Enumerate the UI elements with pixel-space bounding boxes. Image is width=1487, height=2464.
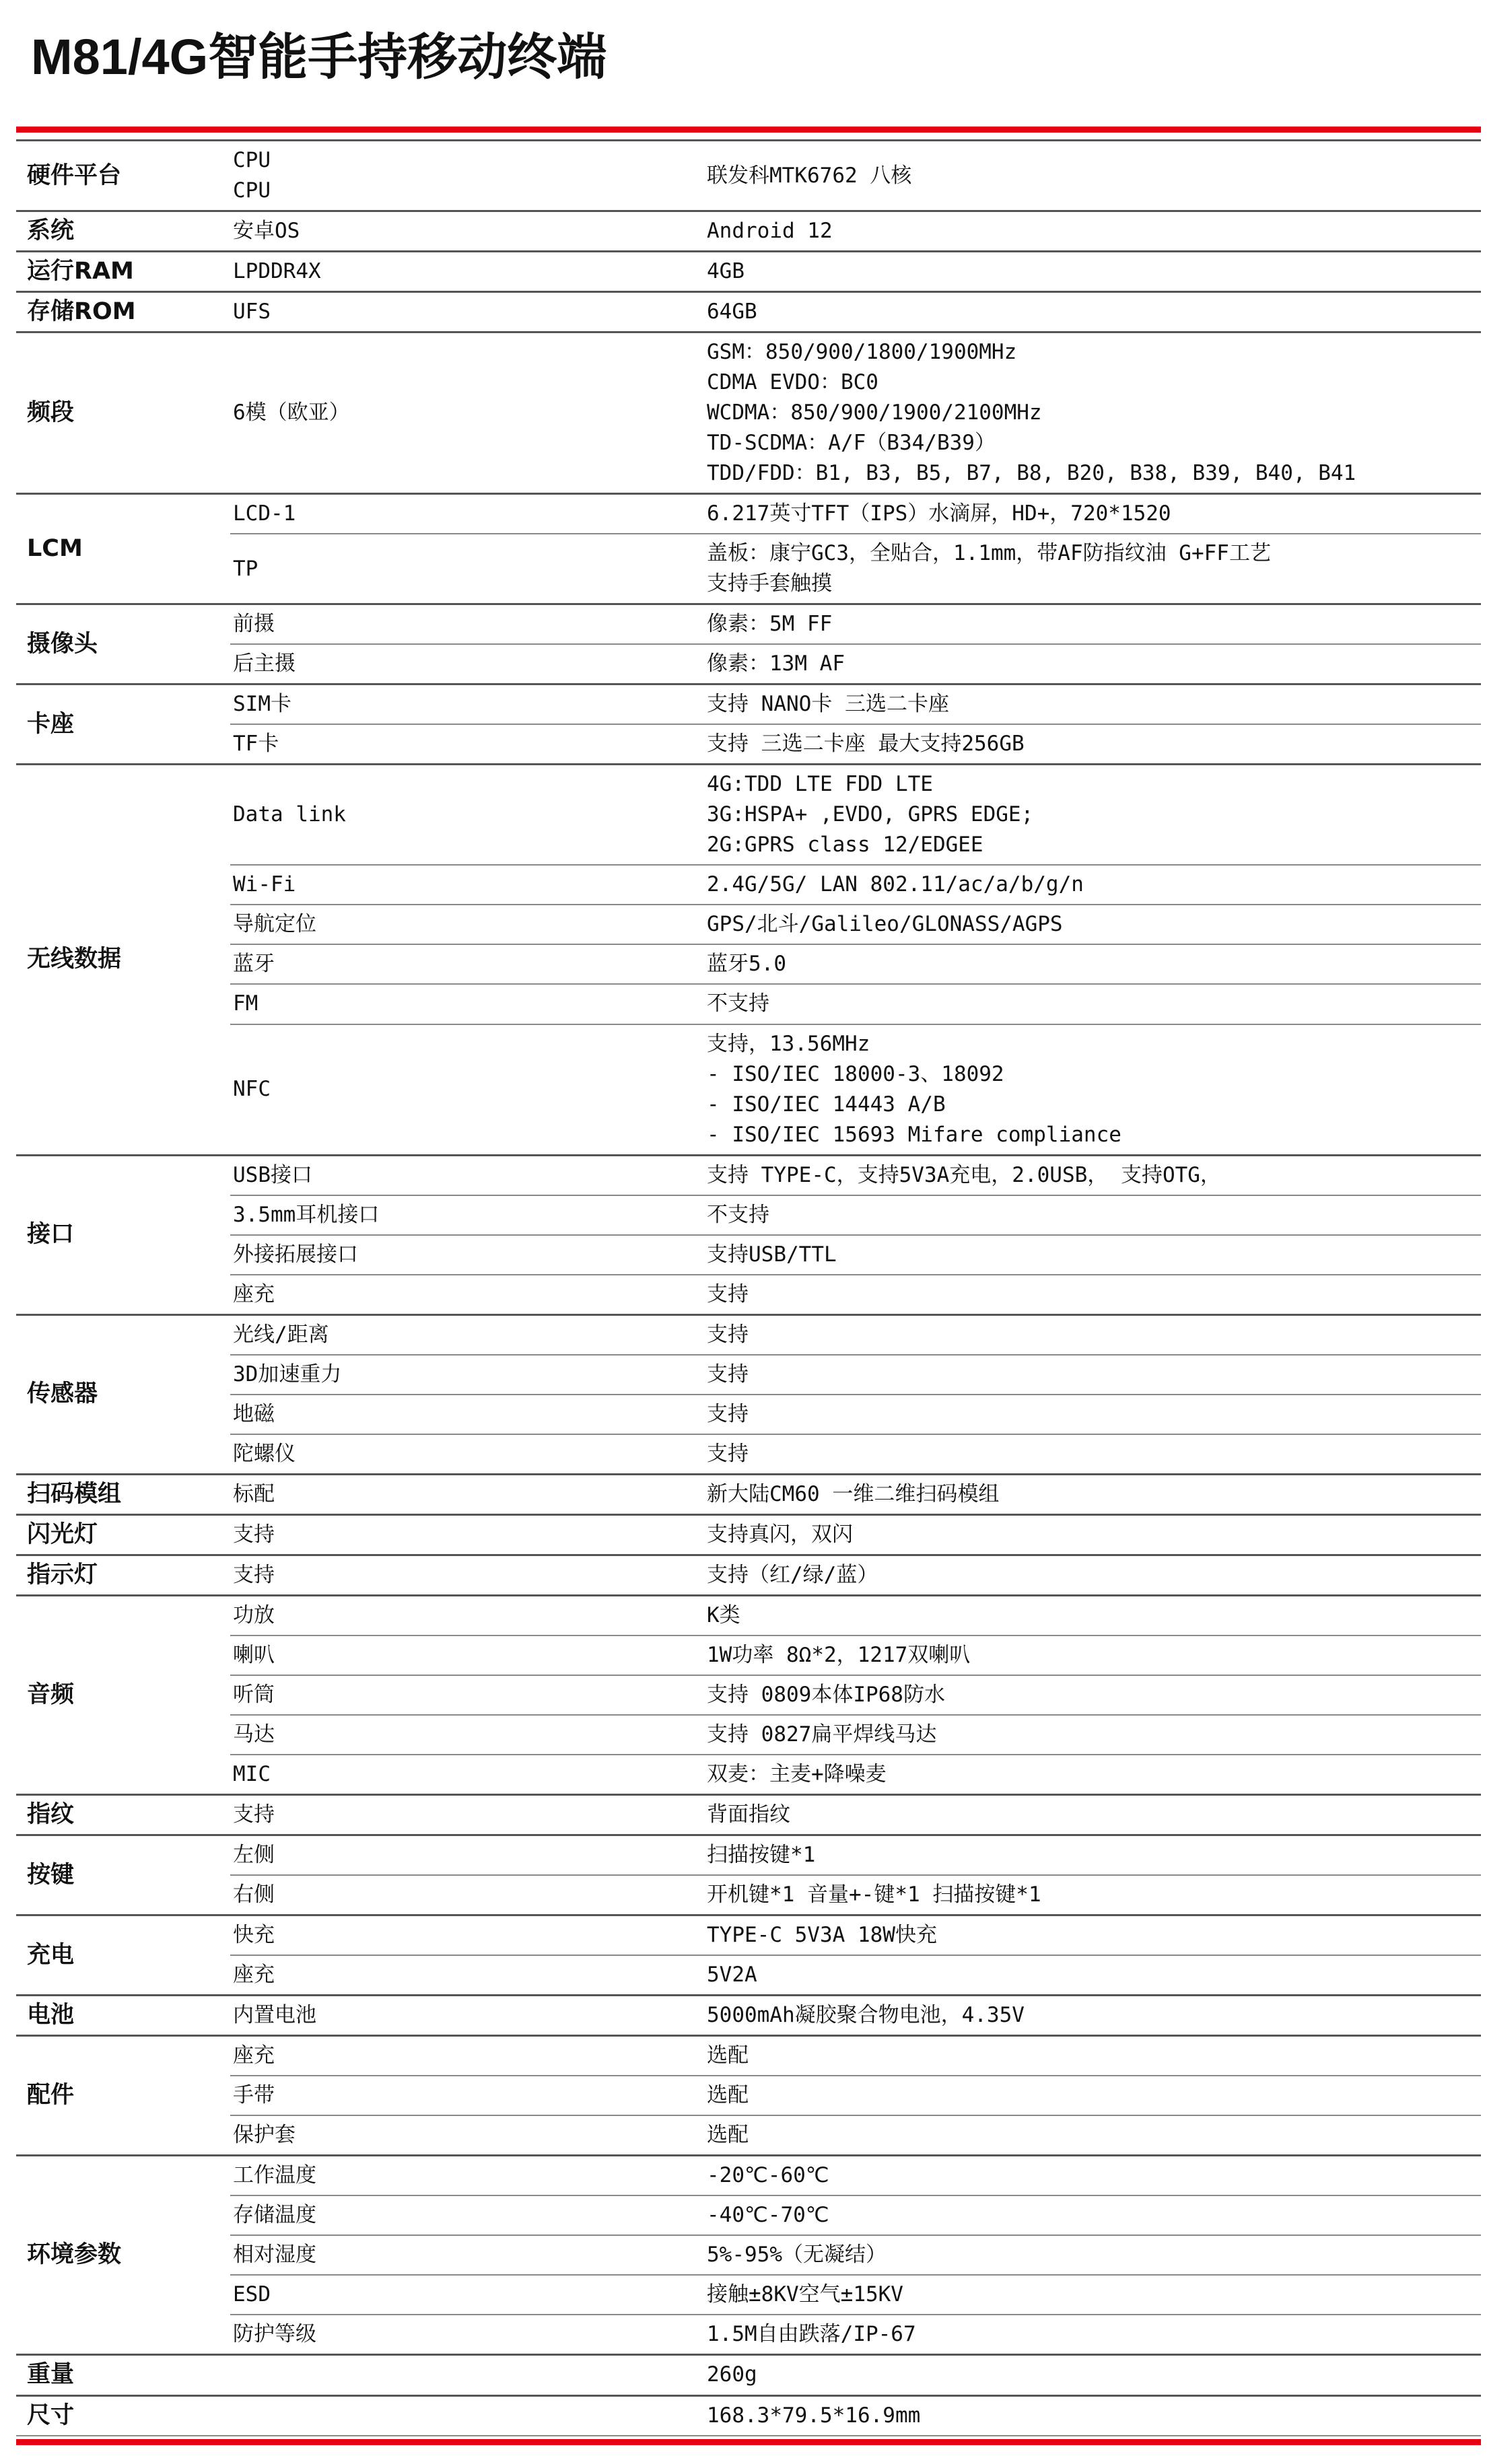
- table-row: [16, 141, 1481, 211]
- category-label: 运行RAM: [16, 252, 230, 292]
- item-label: [230, 2395, 703, 2436]
- table-row: [16, 1795, 1481, 1835]
- table-row: [16, 1314, 1481, 1355]
- item-label: 支持: [230, 1795, 703, 1835]
- item-value: 1W功率 8Ω*2，1217双喇叭: [703, 1635, 1481, 1675]
- item-label: [230, 2355, 703, 2395]
- item-label: 手带: [230, 2076, 703, 2115]
- category-label: 频段: [16, 332, 230, 494]
- table-row: [16, 2156, 1481, 2196]
- item-value: 支持 三选二卡座 最大支持256GB: [703, 724, 1481, 765]
- item-label: 马达: [230, 1715, 703, 1755]
- item-label: 地磁: [230, 1395, 703, 1434]
- item-label: NFC: [230, 1024, 703, 1156]
- table-row: [16, 1675, 1481, 1715]
- table-row: [16, 2395, 1481, 2436]
- category-label: 卡座: [16, 684, 230, 765]
- item-value: 扫描按键*1: [703, 1835, 1481, 1876]
- item-value: 支持 0809本体IP68防水: [703, 1675, 1481, 1715]
- item-value: Android 12: [703, 211, 1481, 252]
- item-label: 3D加速重力: [230, 1355, 703, 1395]
- item-label: 座充: [230, 2036, 703, 2076]
- item-value: 不支持: [703, 984, 1481, 1024]
- item-value: 支持: [703, 1355, 1481, 1395]
- item-value: 支持真闪，双闪: [703, 1514, 1481, 1555]
- table-row: [16, 865, 1481, 905]
- item-value: 6.217英寸TFT（IPS）水滴屏，HD+，720*1520: [703, 494, 1481, 534]
- table-row: [16, 1635, 1481, 1675]
- item-label: Data link: [230, 765, 703, 866]
- item-label: LCD-1: [230, 494, 703, 534]
- item-label: 工作温度: [230, 2156, 703, 2196]
- item-label: 防护等级: [230, 2315, 703, 2355]
- table-row: [16, 944, 1481, 984]
- top-red-rule: [16, 127, 1481, 133]
- table-row: [16, 724, 1481, 765]
- table-row: [16, 1595, 1481, 1635]
- item-label: MIC: [230, 1755, 703, 1795]
- item-value: 双麦：主麦+降噪麦: [703, 1755, 1481, 1795]
- item-value: TYPE-C 5V3A 18W快充: [703, 1915, 1481, 1956]
- item-label: 光线/距离: [230, 1314, 703, 1355]
- table-row: [16, 1755, 1481, 1795]
- item-label: 喇叭: [230, 1635, 703, 1675]
- item-value: -40℃-70℃: [703, 2195, 1481, 2235]
- table-row: [16, 1434, 1481, 1475]
- item-value: 选配: [703, 2115, 1481, 2156]
- table-row: [16, 765, 1481, 866]
- table-row: [16, 2275, 1481, 2315]
- item-label: 外接拓展接口: [230, 1235, 703, 1275]
- item-value: 支持 NANO卡 三选二卡座: [703, 684, 1481, 725]
- item-value: 支持: [703, 1275, 1481, 1315]
- bottom-red-rule: [16, 2439, 1481, 2445]
- item-label: 蓝牙: [230, 944, 703, 984]
- category-label: 尺寸: [16, 2395, 230, 2436]
- item-label: TF卡: [230, 724, 703, 765]
- item-value: 5%-95%（无凝结）: [703, 2235, 1481, 2275]
- table-row: [16, 2315, 1481, 2355]
- table-row: [16, 1996, 1481, 2036]
- spec-table: [16, 139, 1481, 2436]
- category-label: 音频: [16, 1595, 230, 1794]
- item-label: USB接口: [230, 1155, 703, 1195]
- category-label: 配件: [16, 2036, 230, 2156]
- table-row: [16, 1024, 1481, 1156]
- table-row: [16, 1474, 1481, 1514]
- table-row: [16, 2076, 1481, 2115]
- table-row: [16, 1195, 1481, 1235]
- item-label: 存储温度: [230, 2195, 703, 2235]
- table-row: [16, 292, 1481, 332]
- category-label: 重量: [16, 2355, 230, 2395]
- item-value: 支持: [703, 1314, 1481, 1355]
- item-label: 功放: [230, 1595, 703, 1635]
- item-label: 座充: [230, 1275, 703, 1315]
- table-row: [16, 2115, 1481, 2156]
- table-row: [16, 252, 1481, 292]
- item-value: GSM：850/900/1800/1900MHz CDMA EVDO：BC0 WCDMA：850/900/1900/2100MHz TD-SCDMA：A/F（B34/B39） TDD/FDD：B1, B3, B5, B7, B8, B20, B38, B39, B40, B41: [703, 332, 1481, 494]
- item-label: 座充: [230, 1955, 703, 1996]
- page-title: M81/4G智能手持移动终端: [31, 29, 607, 85]
- item-value: K类: [703, 1595, 1481, 1635]
- item-label: 快充: [230, 1915, 703, 1956]
- item-value: 168.3*79.5*16.9mm: [703, 2395, 1481, 2436]
- item-value: 260g: [703, 2355, 1481, 2395]
- item-label: LPDDR4X: [230, 252, 703, 292]
- item-value: 支持USB/TTL: [703, 1235, 1481, 1275]
- item-value: 支持 TYPE-C，支持5V3A充电，2.0USB， 支持OTG，: [703, 1155, 1481, 1195]
- table-row: [16, 211, 1481, 252]
- item-label: UFS: [230, 292, 703, 332]
- table-row: [16, 2355, 1481, 2395]
- item-value: 5V2A: [703, 1955, 1481, 1996]
- item-value: 支持: [703, 1434, 1481, 1475]
- item-label: 左侧: [230, 1835, 703, 1876]
- item-label: 标配: [230, 1474, 703, 1514]
- table-row: [16, 2195, 1481, 2235]
- table-row: [16, 2235, 1481, 2275]
- category-label: 充电: [16, 1915, 230, 1996]
- item-label: ESD: [230, 2275, 703, 2315]
- category-label: 摄像头: [16, 604, 230, 684]
- table-row: [16, 1875, 1481, 1915]
- item-value: 支持: [703, 1395, 1481, 1434]
- table-row: [16, 644, 1481, 684]
- item-value: 4GB: [703, 252, 1481, 292]
- item-label: 内置电池: [230, 1996, 703, 2036]
- item-value: 选配: [703, 2076, 1481, 2115]
- item-value: 选配: [703, 2036, 1481, 2076]
- item-value: GPS/北斗/Galileo/GLONASS/AGPS: [703, 905, 1481, 944]
- table-row: [16, 1514, 1481, 1555]
- table-row: [16, 332, 1481, 494]
- item-label: FM: [230, 984, 703, 1024]
- item-value: 支持（红/绿/蓝）: [703, 1555, 1481, 1595]
- item-value: 新大陆CM60 一维二维扫码模组: [703, 1474, 1481, 1514]
- table-row: [16, 534, 1481, 604]
- category-label: 闪光灯: [16, 1514, 230, 1555]
- item-value: 4G:TDD LTE FDD LTE 3G:HSPA+ ,EVDO, GPRS EDGE; 2G:GPRS class 12/EDGEE: [703, 765, 1481, 866]
- table-row: [16, 684, 1481, 725]
- spec-table-body: [16, 141, 1481, 2436]
- category-label: LCM: [16, 494, 230, 604]
- table-row: [16, 1715, 1481, 1755]
- item-value: 联发科MTK6762 八核: [703, 141, 1481, 211]
- category-label: 扫码模组: [16, 1474, 230, 1514]
- item-label: 安卓OS: [230, 211, 703, 252]
- item-label: 后主摄: [230, 644, 703, 684]
- item-label: 陀螺仪: [230, 1434, 703, 1475]
- item-label: Wi-Fi: [230, 865, 703, 905]
- item-label: 导航定位: [230, 905, 703, 944]
- table-row: [16, 1275, 1481, 1315]
- item-label: 3.5mm耳机接口: [230, 1195, 703, 1235]
- category-label: 电池: [16, 1996, 230, 2036]
- table-row: [16, 604, 1481, 645]
- item-value: 背面指纹: [703, 1795, 1481, 1835]
- table-row: [16, 905, 1481, 944]
- item-label: 支持: [230, 1514, 703, 1555]
- item-value: 2.4G/5G/ LAN 802.11/ac/a/b/g/n: [703, 865, 1481, 905]
- item-label: 相对湿度: [230, 2235, 703, 2275]
- item-value: 盖板：康宁GC3，全贴合，1.1mm，带AF防指纹油 G+FF工艺 支持手套触摸: [703, 534, 1481, 604]
- item-label: 右侧: [230, 1875, 703, 1915]
- table-row: [16, 1395, 1481, 1434]
- table-row: [16, 1155, 1481, 1195]
- item-label: CPU CPU: [230, 141, 703, 211]
- item-value: 蓝牙5.0: [703, 944, 1481, 984]
- category-label: 存储ROM: [16, 292, 230, 332]
- table-row: [16, 1835, 1481, 1876]
- table-row: [16, 1955, 1481, 1996]
- table-row: [16, 1235, 1481, 1275]
- table-row: [16, 494, 1481, 534]
- table-row: [16, 1355, 1481, 1395]
- category-label: 传感器: [16, 1314, 230, 1474]
- table-row: [16, 1555, 1481, 1595]
- item-value: 5000mAh凝胶聚合物电池，4.35V: [703, 1996, 1481, 2036]
- category-label: 硬件平台: [16, 141, 230, 211]
- item-label: 保护套: [230, 2115, 703, 2156]
- category-label: 接口: [16, 1155, 230, 1314]
- item-value: 1.5M自由跌落/IP-67: [703, 2315, 1481, 2355]
- item-value: 像素：5M FF: [703, 604, 1481, 645]
- item-value: 64GB: [703, 292, 1481, 332]
- item-label: 支持: [230, 1555, 703, 1595]
- item-value: -20℃-60℃: [703, 2156, 1481, 2196]
- table-row: [16, 1915, 1481, 1956]
- category-label: 按键: [16, 1835, 230, 1915]
- item-label: 听筒: [230, 1675, 703, 1715]
- item-value: 开机键*1 音量+-键*1 扫描按键*1: [703, 1875, 1481, 1915]
- item-value: 接触±8KV空气±15KV: [703, 2275, 1481, 2315]
- item-value: 支持 0827扁平焊线马达: [703, 1715, 1481, 1755]
- category-label: 指纹: [16, 1795, 230, 1835]
- item-value: 像素：13M AF: [703, 644, 1481, 684]
- category-label: 环境参数: [16, 2156, 230, 2355]
- item-label: SIM卡: [230, 684, 703, 725]
- table-row: [16, 2036, 1481, 2076]
- item-value: 支持，13.56MHz - ISO/IEC 18000-3、18092 - ISO/IEC 14443 A/B - ISO/IEC 15693 Mifare compliance: [703, 1024, 1481, 1156]
- category-label: 指示灯: [16, 1555, 230, 1595]
- item-label: 6模（欧亚）: [230, 332, 703, 494]
- item-value: 不支持: [703, 1195, 1481, 1235]
- table-row: [16, 984, 1481, 1024]
- item-label: 前摄: [230, 604, 703, 645]
- item-label: TP: [230, 534, 703, 604]
- category-label: 系统: [16, 211, 230, 252]
- category-label: 无线数据: [16, 765, 230, 1155]
